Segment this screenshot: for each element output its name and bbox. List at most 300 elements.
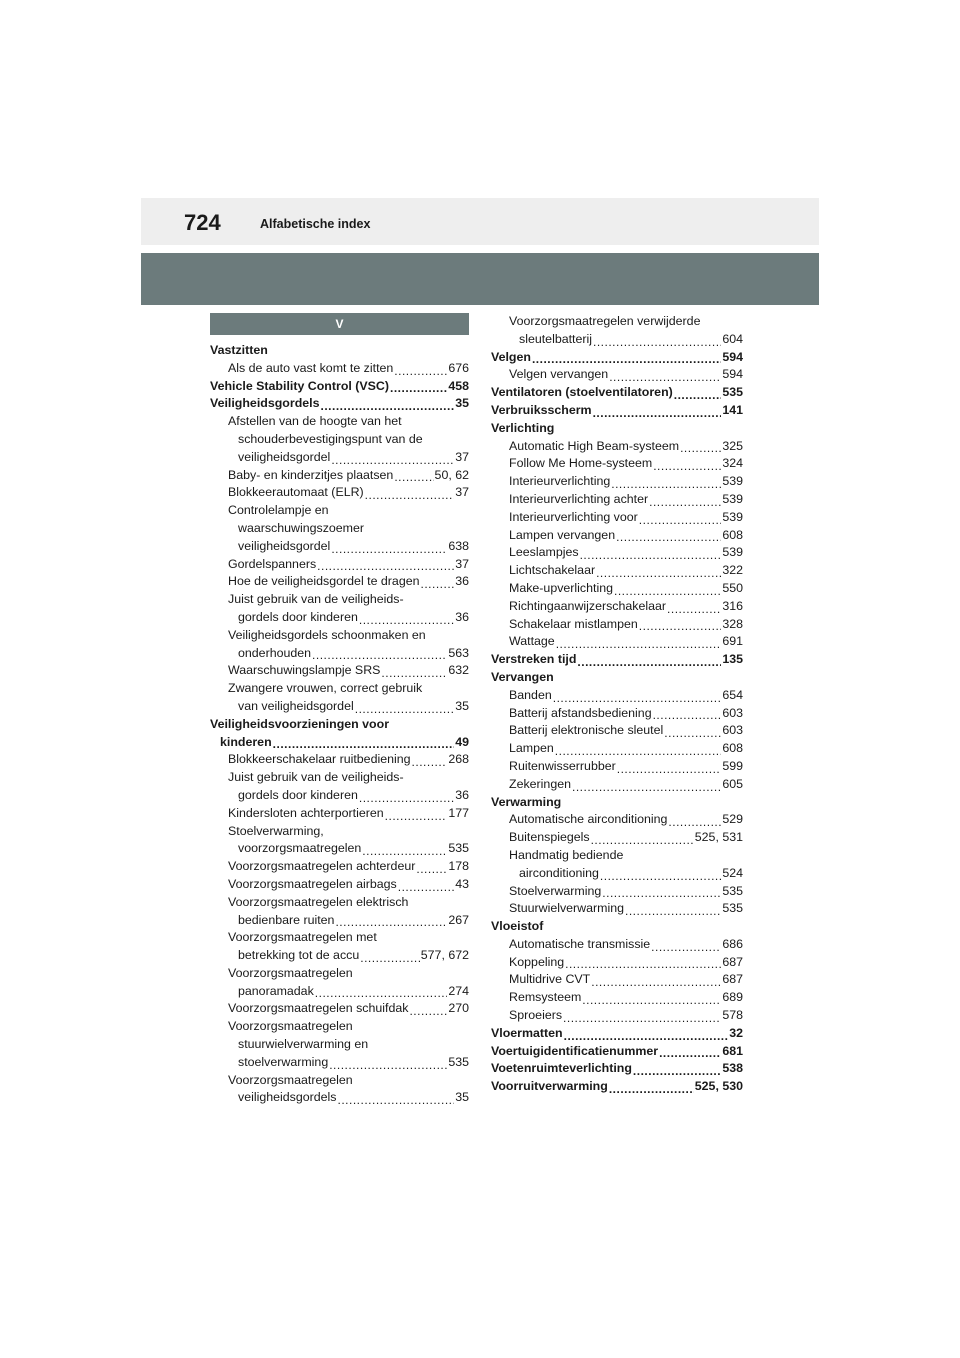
entry-text: Als de auto vast komt te zitten [228,360,394,375]
index-subentry [491,989,743,1007]
entry-text: Voorzorgsmaatregelen met [228,930,377,945]
index-subentry [491,829,743,847]
entry-text: bedienbare ruiten [238,912,335,927]
dot-leader [674,388,722,402]
index-subentry [210,912,469,930]
index-subentry [210,591,469,609]
entry-text: Veiligheidsvoorzieningen voor [210,716,390,731]
dot-leader [338,1093,455,1107]
index-subentry [210,805,469,823]
index-entry [491,1043,743,1061]
index-entry [210,342,469,360]
page-reference: 539 [722,509,743,524]
entry-text: Verlichting [491,420,555,435]
page-reference: 654 [722,687,743,702]
page-reference: 691 [722,634,743,649]
page-reference: 578 [722,1008,743,1023]
section-letter-bar: V [210,313,469,335]
page-reference: 681 [722,1043,743,1058]
page-reference: 35 [455,1090,469,1105]
page-reference: 43 [455,876,469,891]
entry-text: veiligheidsgordel [238,538,331,553]
page-reference: 676 [448,360,469,375]
dot-leader [577,655,721,669]
index-subentry [210,1036,469,1054]
index-subentry [491,491,743,509]
entry-text: Voorzorgsmaatregelen [228,1072,353,1087]
dot-leader [593,406,722,420]
index-entry [210,734,469,752]
index-subentry [210,983,469,1001]
entry-text: Voorzorgsmaatregelen schuifdak [228,1001,409,1016]
entry-text: Voorzorgsmaatregelen verwijderde [509,314,701,328]
entry-text: Stoelverwarming [509,883,602,898]
index-entry [491,349,743,367]
page-reference: 594 [722,349,743,364]
page-reference: 539 [722,545,743,560]
page-reference: 135 [722,652,743,667]
dot-leader [600,869,721,883]
entry-text: Voertuigidentificatienummer [491,1043,659,1058]
entry-text: Zwangere vrouwen, correct gebruik [228,681,423,696]
index-subentry [210,431,469,449]
entry-text: Make-upverlichting [509,580,613,595]
entry-text: voorzorgsmaatregelen [238,841,362,856]
entry-text: stoelverwarming [238,1054,329,1069]
index-entry [491,669,743,687]
index-subentry [210,467,469,485]
page-header [141,198,819,245]
page-reference: 32 [729,1025,743,1040]
entry-text: Voorruitverwarming [491,1079,608,1094]
dot-leader [335,915,447,929]
entry-text: Afstellen van de hoogte van het [228,414,402,429]
entry-text: Ruitenwisserrubber [509,758,616,773]
page-reference: 608 [722,527,743,542]
entry-text: Controlelampje en [228,503,329,518]
dot-leader [614,584,721,598]
index-entry [491,794,743,812]
entry-text: Vloermatten [491,1025,563,1040]
index-subentry [491,847,743,865]
page-reference: 525, 531 [694,830,743,845]
page-reference: 322 [722,563,743,578]
dot-leader [555,744,722,758]
index-subentry [210,680,469,698]
index-subentry [210,573,469,591]
index-column-left [210,313,469,1107]
entry-text: Wattage [509,634,555,649]
index-subentry [210,502,469,520]
page-reference: 50, 62 [434,467,469,482]
page-reference: 603 [722,723,743,738]
dot-leader [355,702,454,716]
page-reference: 35 [455,396,469,411]
entry-text: Vloeistof [491,919,544,934]
dot-leader [362,844,447,858]
dot-leader [409,1004,447,1018]
index-subentry [210,894,469,912]
dot-leader [609,370,721,384]
entry-text: Voetenruimteverlichting [491,1061,632,1076]
index-subentry [491,455,743,473]
entry-text: Voorzorgsmaatregelen [228,965,353,980]
page-reference: 529 [722,812,743,827]
entry-text: Vervangen [491,669,554,684]
index-subentry [210,538,469,556]
index-subentry [210,1000,469,1018]
index-subentry [491,1007,743,1025]
entry-text: Automatic High Beam-systeem [509,438,680,453]
index-entry [491,918,743,936]
index-subentry [491,527,743,545]
header-title: Alfabetische index [260,217,371,231]
entry-text: onderhouden [238,645,312,660]
page-reference: 535 [448,1054,469,1069]
entry-text: Velgen vervangen [509,367,609,382]
index-subentry [491,954,743,972]
page-reference: 632 [448,663,469,678]
page-reference: 270 [448,1001,469,1016]
index-subentry [210,1089,469,1107]
index-subentry [491,883,743,901]
page-reference: 604 [722,331,743,346]
page-reference: 605 [722,776,743,791]
dot-leader [385,809,448,823]
index-subentry [491,687,743,705]
dot-leader [616,530,721,544]
dot-leader [394,364,447,378]
entry-text: Stoelverwarming, [228,823,324,838]
index-entry [210,395,469,413]
entry-text: Banden [509,687,552,702]
index-subentry [210,520,469,538]
entry-text: Leeslampjes [509,545,579,560]
entry-text: stuurwielverwarming en [238,1037,369,1052]
entry-text: Kindersloten achterportieren [228,805,384,820]
index-subentry [491,509,743,527]
index-subentry [491,705,743,723]
entry-text: Voorzorgsmaatregelen airbags [228,876,397,891]
entry-text: Blokkeerautomaat (ELR) [228,485,364,500]
dot-leader [572,780,721,794]
dot-leader [320,399,454,413]
dot-leader [329,1058,447,1072]
page-reference: 687 [722,954,743,969]
dot-leader [359,791,454,805]
dot-leader [625,904,721,918]
entry-text: Verstreken tijd [491,652,577,667]
entry-text: Batterij afstandsbediening [509,705,652,720]
index-subentry [210,645,469,663]
index-subentry [210,556,469,574]
entry-text: Interieurverlichting voor [509,509,638,524]
index-entry [491,1078,743,1096]
entry-text: Voorzorgsmaatregelen achterdeur [228,859,416,874]
page-reference: 325 [722,438,743,453]
entry-text: Gordelspanners [228,556,317,571]
dot-leader [359,613,454,627]
index-subentry [491,331,743,349]
dot-leader [582,993,721,1007]
entry-text: Vastzitten [210,343,268,357]
entry-text: Baby- en kinderzitjes plaatsen [228,467,394,482]
dot-leader [331,453,454,467]
entry-text: Lampen [509,741,554,756]
dot-leader [360,951,420,965]
page-reference: 49 [455,734,469,749]
dot-leader [649,495,721,509]
entry-text: sleutelbatterij [519,331,593,346]
page-reference: 36 [455,609,469,624]
dot-leader [668,815,721,829]
index-subentry [210,876,469,894]
index-entry [491,1025,743,1043]
header-band [141,253,819,305]
dot-leader [398,880,454,894]
dot-leader [580,548,722,562]
page-reference: 274 [448,983,469,998]
page-reference: 328 [722,616,743,631]
entry-text: Lampen vervangen [509,527,616,542]
page-reference: 37 [455,449,469,464]
dot-leader [591,975,721,989]
dot-leader [651,940,721,954]
dot-leader [680,441,721,455]
dot-leader [553,691,722,705]
page-reference: 608 [722,741,743,756]
entry-text: Remsysteem [509,990,582,1005]
index-subentry [491,544,743,562]
index-subentry [491,580,743,598]
entry-text: Hoe de veiligheidsgordel te dragen [228,574,420,589]
dot-leader [421,577,455,591]
page-reference: 316 [722,598,743,613]
index-subentry [210,609,469,627]
page-reference: 535 [448,841,469,856]
entry-text: Lichtschakelaar [509,563,596,578]
page-reference: 535 [722,385,743,400]
entry-text: gordels door kinderen [238,609,358,624]
index-subentry [210,751,469,769]
index-subentry [210,449,469,467]
page-reference: 268 [448,752,469,767]
page-reference: 525, 530 [694,1079,743,1094]
dot-leader [390,381,447,395]
index-subentry [491,776,743,794]
dot-leader [593,335,721,349]
entry-text: Voorzorgsmaatregelen [228,1019,353,1034]
entry-text: betrekking tot de accu [238,948,360,963]
index-subentry [210,858,469,876]
entry-text: Automatische transmissie [509,936,651,951]
dot-leader [532,352,721,366]
dot-leader [602,886,721,900]
entry-text: veiligheidsgordels [238,1090,337,1105]
entry-text: Interieurverlichting achter [509,491,649,506]
index-subentry [210,1054,469,1072]
entry-text: waarschuwingszoemer [238,520,365,535]
index-subentry [210,823,469,841]
entry-text: Richtingaanwijzerschakelaar [509,598,667,613]
index-subentry [210,787,469,805]
index-subentry [210,1072,469,1090]
page-reference: 535 [722,901,743,916]
page-reference: 324 [722,456,743,471]
dot-leader [639,513,722,527]
index-column-right [491,313,743,1096]
dot-leader [273,737,455,751]
index-subentry [491,811,743,829]
dot-leader [416,862,447,876]
dot-leader [591,833,694,847]
entry-text: schouderbevestigingspunt van de [238,431,423,446]
index-subentry [210,947,469,965]
entry-text: gordels door kinderen [238,787,358,802]
index-subentry [210,698,469,716]
entry-text: Schakelaar mistlampen [509,616,638,631]
page-reference: 267 [448,912,469,927]
entry-text: Batterij elektronische sleutel [509,723,664,738]
dot-leader [394,470,433,484]
page-reference: 37 [455,485,469,500]
dot-leader [609,1082,694,1096]
index-subentry [210,840,469,858]
entry-text: Handmatig bediende [509,847,624,862]
dot-leader [331,542,447,556]
index-subentry [491,633,743,651]
index-subentry [210,627,469,645]
index-subentry [210,965,469,983]
index-entry [491,651,743,669]
index-subentry [491,616,743,634]
page-reference: 141 [722,402,743,417]
index-subentry [491,473,743,491]
entry-text: Verbruiksscherm [491,402,592,417]
entry-text: Vehicle Stability Control (VSC) [210,378,390,393]
page-reference: 37 [455,556,469,571]
index-subentry [491,598,743,616]
index-subentry [491,971,743,989]
dot-leader [664,726,721,740]
dot-leader [556,637,722,651]
page-reference: 539 [722,474,743,489]
index-subentry [491,313,743,331]
entry-text: Juist gebruik van de veiligheids- [228,770,404,785]
page-reference: 36 [455,787,469,802]
entry-text: Multidrive CVT [509,972,591,987]
entry-text: Koppeling [509,954,565,969]
dot-leader [653,459,721,473]
entry-text: Veiligheidsgordels [210,396,320,411]
index-subentry [210,484,469,502]
index-subentry [210,662,469,680]
index-entry [210,716,469,734]
page-number: 724 [184,210,221,235]
entry-text: Voorzorgsmaatregelen elektrisch [228,894,409,909]
page-reference: 35 [455,698,469,713]
entry-text: Stuurwielverwarming [509,901,624,916]
index-subentry [491,438,743,456]
entry-text: veiligheidsgordel [238,449,331,464]
entry-text: kinderen [220,734,272,749]
page-reference: 603 [722,705,743,720]
page-reference: 689 [722,990,743,1005]
index-subentry [491,740,743,758]
dot-leader [563,1011,721,1025]
index-entry [491,384,743,402]
index-subentry [210,360,469,378]
index-subentry [491,722,743,740]
entry-text: Verwarming [491,794,562,809]
page-reference: 563 [448,645,469,660]
index-entry [491,402,743,420]
dot-leader [565,957,721,971]
index-subentry [210,1018,469,1036]
entry-text: Follow Me Home-systeem [509,456,653,471]
dot-leader [365,488,455,502]
index-subentry [210,929,469,947]
page-reference: 458 [448,378,469,393]
index-entry [491,420,743,438]
page-reference: 550 [722,580,743,595]
page-reference: 524 [722,865,743,880]
dot-leader [639,619,722,633]
index-subentry [491,900,743,918]
page-reference: 177 [448,805,469,820]
index-subentry [210,769,469,787]
dot-leader [317,559,454,573]
entry-text: van veiligheidsgordel [238,698,354,713]
index-subentry [491,758,743,776]
entry-text: Juist gebruik van de veiligheids- [228,592,404,607]
page-reference: 535 [722,883,743,898]
page-reference: 36 [455,574,469,589]
page-reference: 594 [722,367,743,382]
index-subentry [491,865,743,883]
entry-text: Buitenspiegels [509,830,590,845]
dot-leader [653,708,722,722]
page-reference: 577, 672 [420,948,469,963]
page-reference: 538 [722,1061,743,1076]
page-reference: 178 [448,859,469,874]
page-reference: 686 [722,936,743,951]
dot-leader [596,566,721,580]
entry-text: airconditioning [519,865,599,880]
dot-leader [412,755,448,769]
entry-text: Zekeringen [509,776,571,791]
index-subentry [491,562,743,580]
page-reference: 687 [722,972,743,987]
dot-leader [381,666,447,680]
entry-text: Automatische airconditioning [509,812,668,827]
page-reference: 638 [448,538,469,553]
index-subentry [491,366,743,384]
index-entry [210,378,469,396]
dot-leader [315,986,448,1000]
index-subentry [210,413,469,431]
dot-leader [667,602,721,616]
dot-leader [611,477,721,491]
entry-text: Sproeiers [509,1008,563,1023]
entry-text: Veiligheidsgordels schoonmaken en [228,627,426,642]
dot-leader [617,762,722,776]
entry-text: Interieurverlichting [509,474,611,489]
dot-leader [633,1064,721,1078]
dot-leader [564,1029,729,1043]
entry-text: Blokkeerschakelaar ruitbediening [228,752,411,767]
entry-text: Waarschuwingslampje SRS [228,663,381,678]
